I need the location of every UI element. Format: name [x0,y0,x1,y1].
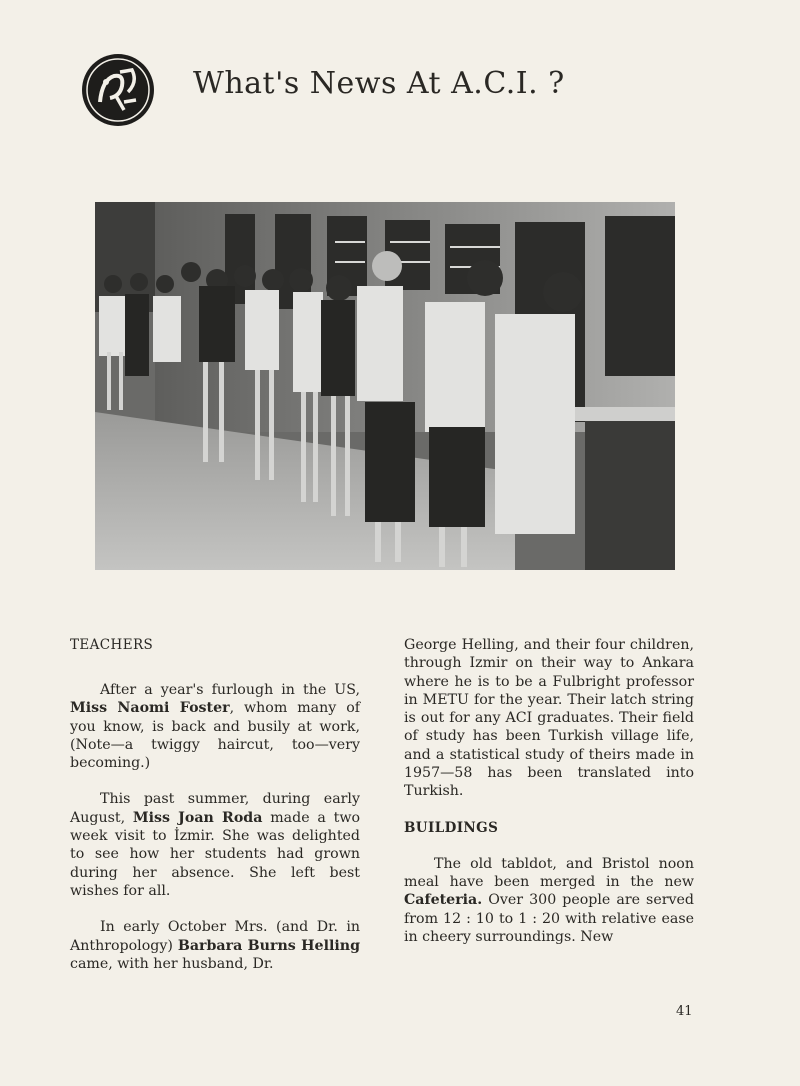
paragraph-naomi-foster: After a year's furlough in the US, Miss Naomi Foster, whom many of you know, is back and busily at work, (Note—a twiggy haircut, too—very becoming.) [70,682,360,772]
section-heading-buildings: BUILDINGS [404,819,499,836]
page-number: 41 [676,1004,693,1019]
aci-emblem-icon [80,52,156,128]
page-title: What's News At A.C.I. ? [193,66,565,101]
left-column [70,636,360,973]
paragraph-barbara-helling: In early October Mrs. (and Dr. in Anthropology) Barbara Burns Helling came, with her husband, Dr. [70,919,360,972]
cafeteria-line-photo [95,202,675,570]
paragraph-george-helling: George Helling, and their four children, through Izmir on their way to Ankara where he is to be a Fulbright professor in METU for the year. Their latch string is out for any ACI graduates. Their field of study has been Turkish village life, and a statistical study of theirs made in 1957—58 has been translated into Turkish. [404,637,694,800]
paragraph-joan-roda: This past summer, during early August, Miss Joan Roda made a two week visit to İzmir. She was delighted to see how her students had grown during her absence. She left best wishes for all. [70,791,360,899]
section-heading-teachers: TEACHERS [70,637,154,653]
right-column [404,636,694,946]
paragraph-cafeteria: The old tabldot, and Bristol noon meal have been merged in the new Cafeteria. Over 300 people are served from 12 : 10 to 1 : 20 with relative ease in cheery surroundings. New [404,855,694,945]
